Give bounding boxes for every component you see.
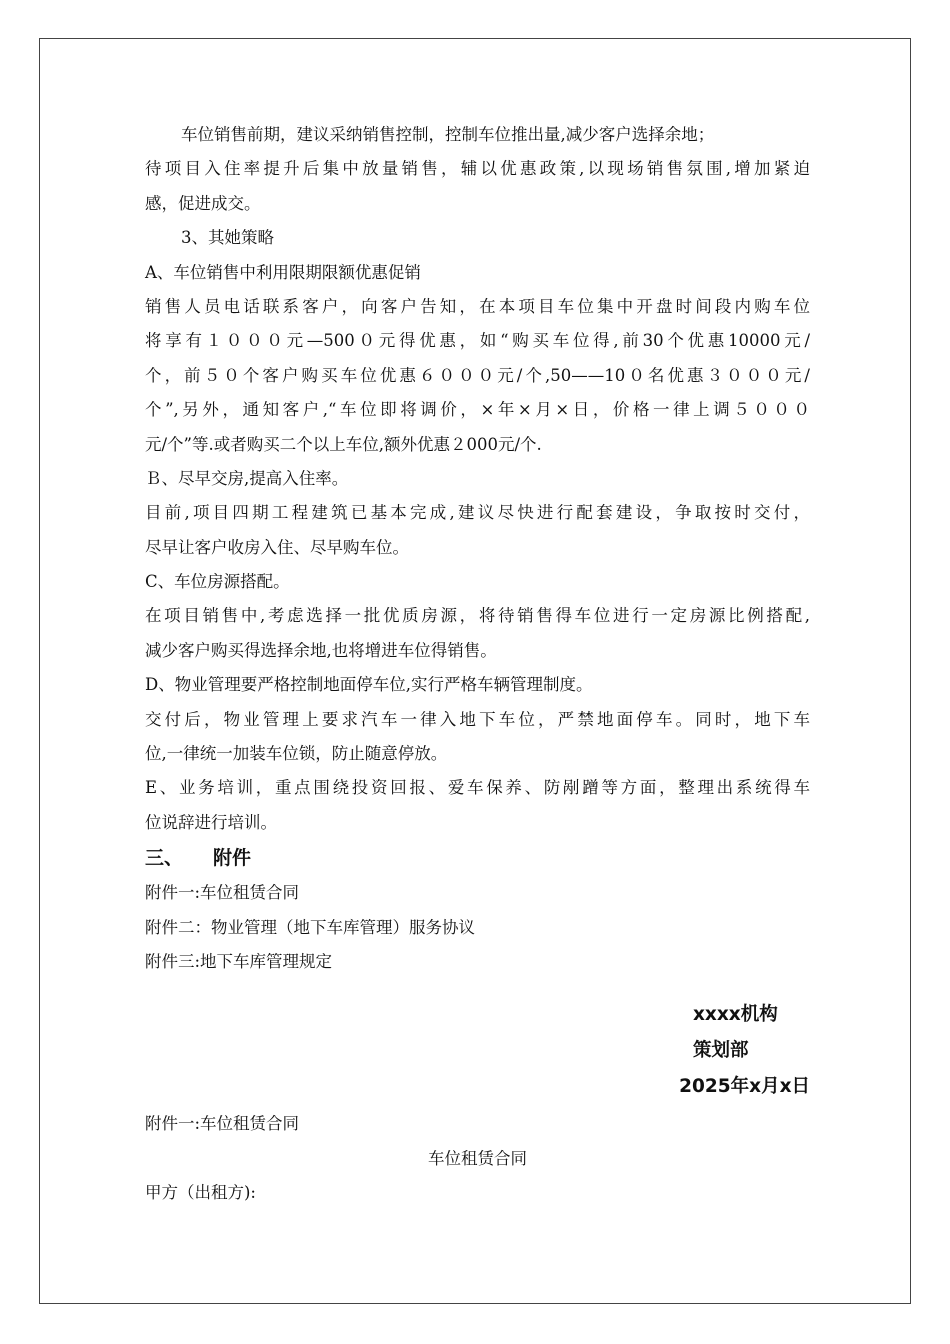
paragraph-line: 元/个”等.或者购买二个以上车位,额外优惠２000元/个.: [145, 434, 542, 454]
strategy-b-title: Ｂ、尽早交房,提高入住率。: [145, 468, 349, 488]
attachment-item: 附件三:地下车库管理规定: [145, 951, 333, 971]
paragraph-line: 在项目销售中,考虑选择一批优质房源，将待销售得车位进行一定房源比例搭配,: [145, 606, 810, 626]
paragraph-line: 尽早让客户收房入住、尽早购车位。: [145, 537, 409, 557]
strategy-e-title: E、业务培训，重点围绕投资回报、爱车保养、防剐蹭等方面，整理出系统得车: [145, 778, 810, 798]
strategy-title: 3、其她策略: [181, 228, 274, 248]
strategy-a-title: A、车位销售中利用限期限额优惠促销: [145, 262, 421, 282]
paragraph-line: 个，前５０个客户购买车位优惠６０００元/个,50——10０名优惠３０００元/: [145, 365, 810, 385]
paragraph-line: 车位销售前期，建议采纳销售控制，控制车位推出量,减少客户选择余地；: [181, 125, 715, 144]
paragraph-line: 销售人员电话联系客户，向客户告知，在本项目车位集中开盘时间段内购车位: [145, 296, 810, 316]
attachment-item: 附件一:车位租赁合同: [145, 883, 300, 903]
signature-date: 2025年x月x日: [679, 1076, 810, 1098]
section-title: 附件: [213, 847, 252, 870]
contract-title: 车位租赁合同: [428, 1148, 527, 1168]
section-number: 三、: [145, 847, 184, 870]
section-heading: [145, 840, 810, 876]
paragraph-line: 目前,项目四期工程建筑已基本完成,建议尽快进行配套建设，争取按时交付，: [145, 503, 810, 523]
paragraph-line: 将享有１０００元—500０元得优惠，如“购买车位得,前30个优惠10000元/: [145, 331, 810, 351]
signature-dept: 策划部: [693, 1040, 749, 1062]
contract-party-a: 甲方（出租方):: [145, 1183, 256, 1203]
attachment-item: 附件二：物业管理（地下车库管理）服务协议: [145, 917, 475, 937]
signature-org: xxxx机构: [693, 1004, 778, 1026]
strategy-d-title: D、物业管理要严格控制地面停车位,实行严格车辆管理制度。: [145, 675, 593, 695]
contract-reference: 附件一:车位租赁合同: [145, 1114, 300, 1134]
paragraph-line: 位,一律统一加装车位锁，防止随意停放。: [145, 744, 448, 764]
document-body: [145, 118, 810, 1211]
paragraph-line: 待项目入住率提升后集中放量销售，辅以优惠政策,以现场销售氛围,增加紧迫: [145, 159, 810, 179]
strategy-c-title: C、车位房源搭配。: [145, 572, 290, 592]
paragraph-line: 位说辞进行培训。: [145, 812, 277, 832]
paragraph-line: 感，促进成交。: [145, 193, 261, 213]
paragraph-line: 减少客户购买得选择余地,也将增进车位得销售。: [145, 640, 497, 660]
paragraph-line: 个”,另外，通知客户,“车位即将调价，×年×月×日，价格一律上调５０００: [145, 400, 810, 420]
paragraph-line: 交付后，物业管理上要求汽车一律入地下车位，严禁地面停车。同时，地下车: [145, 709, 810, 729]
